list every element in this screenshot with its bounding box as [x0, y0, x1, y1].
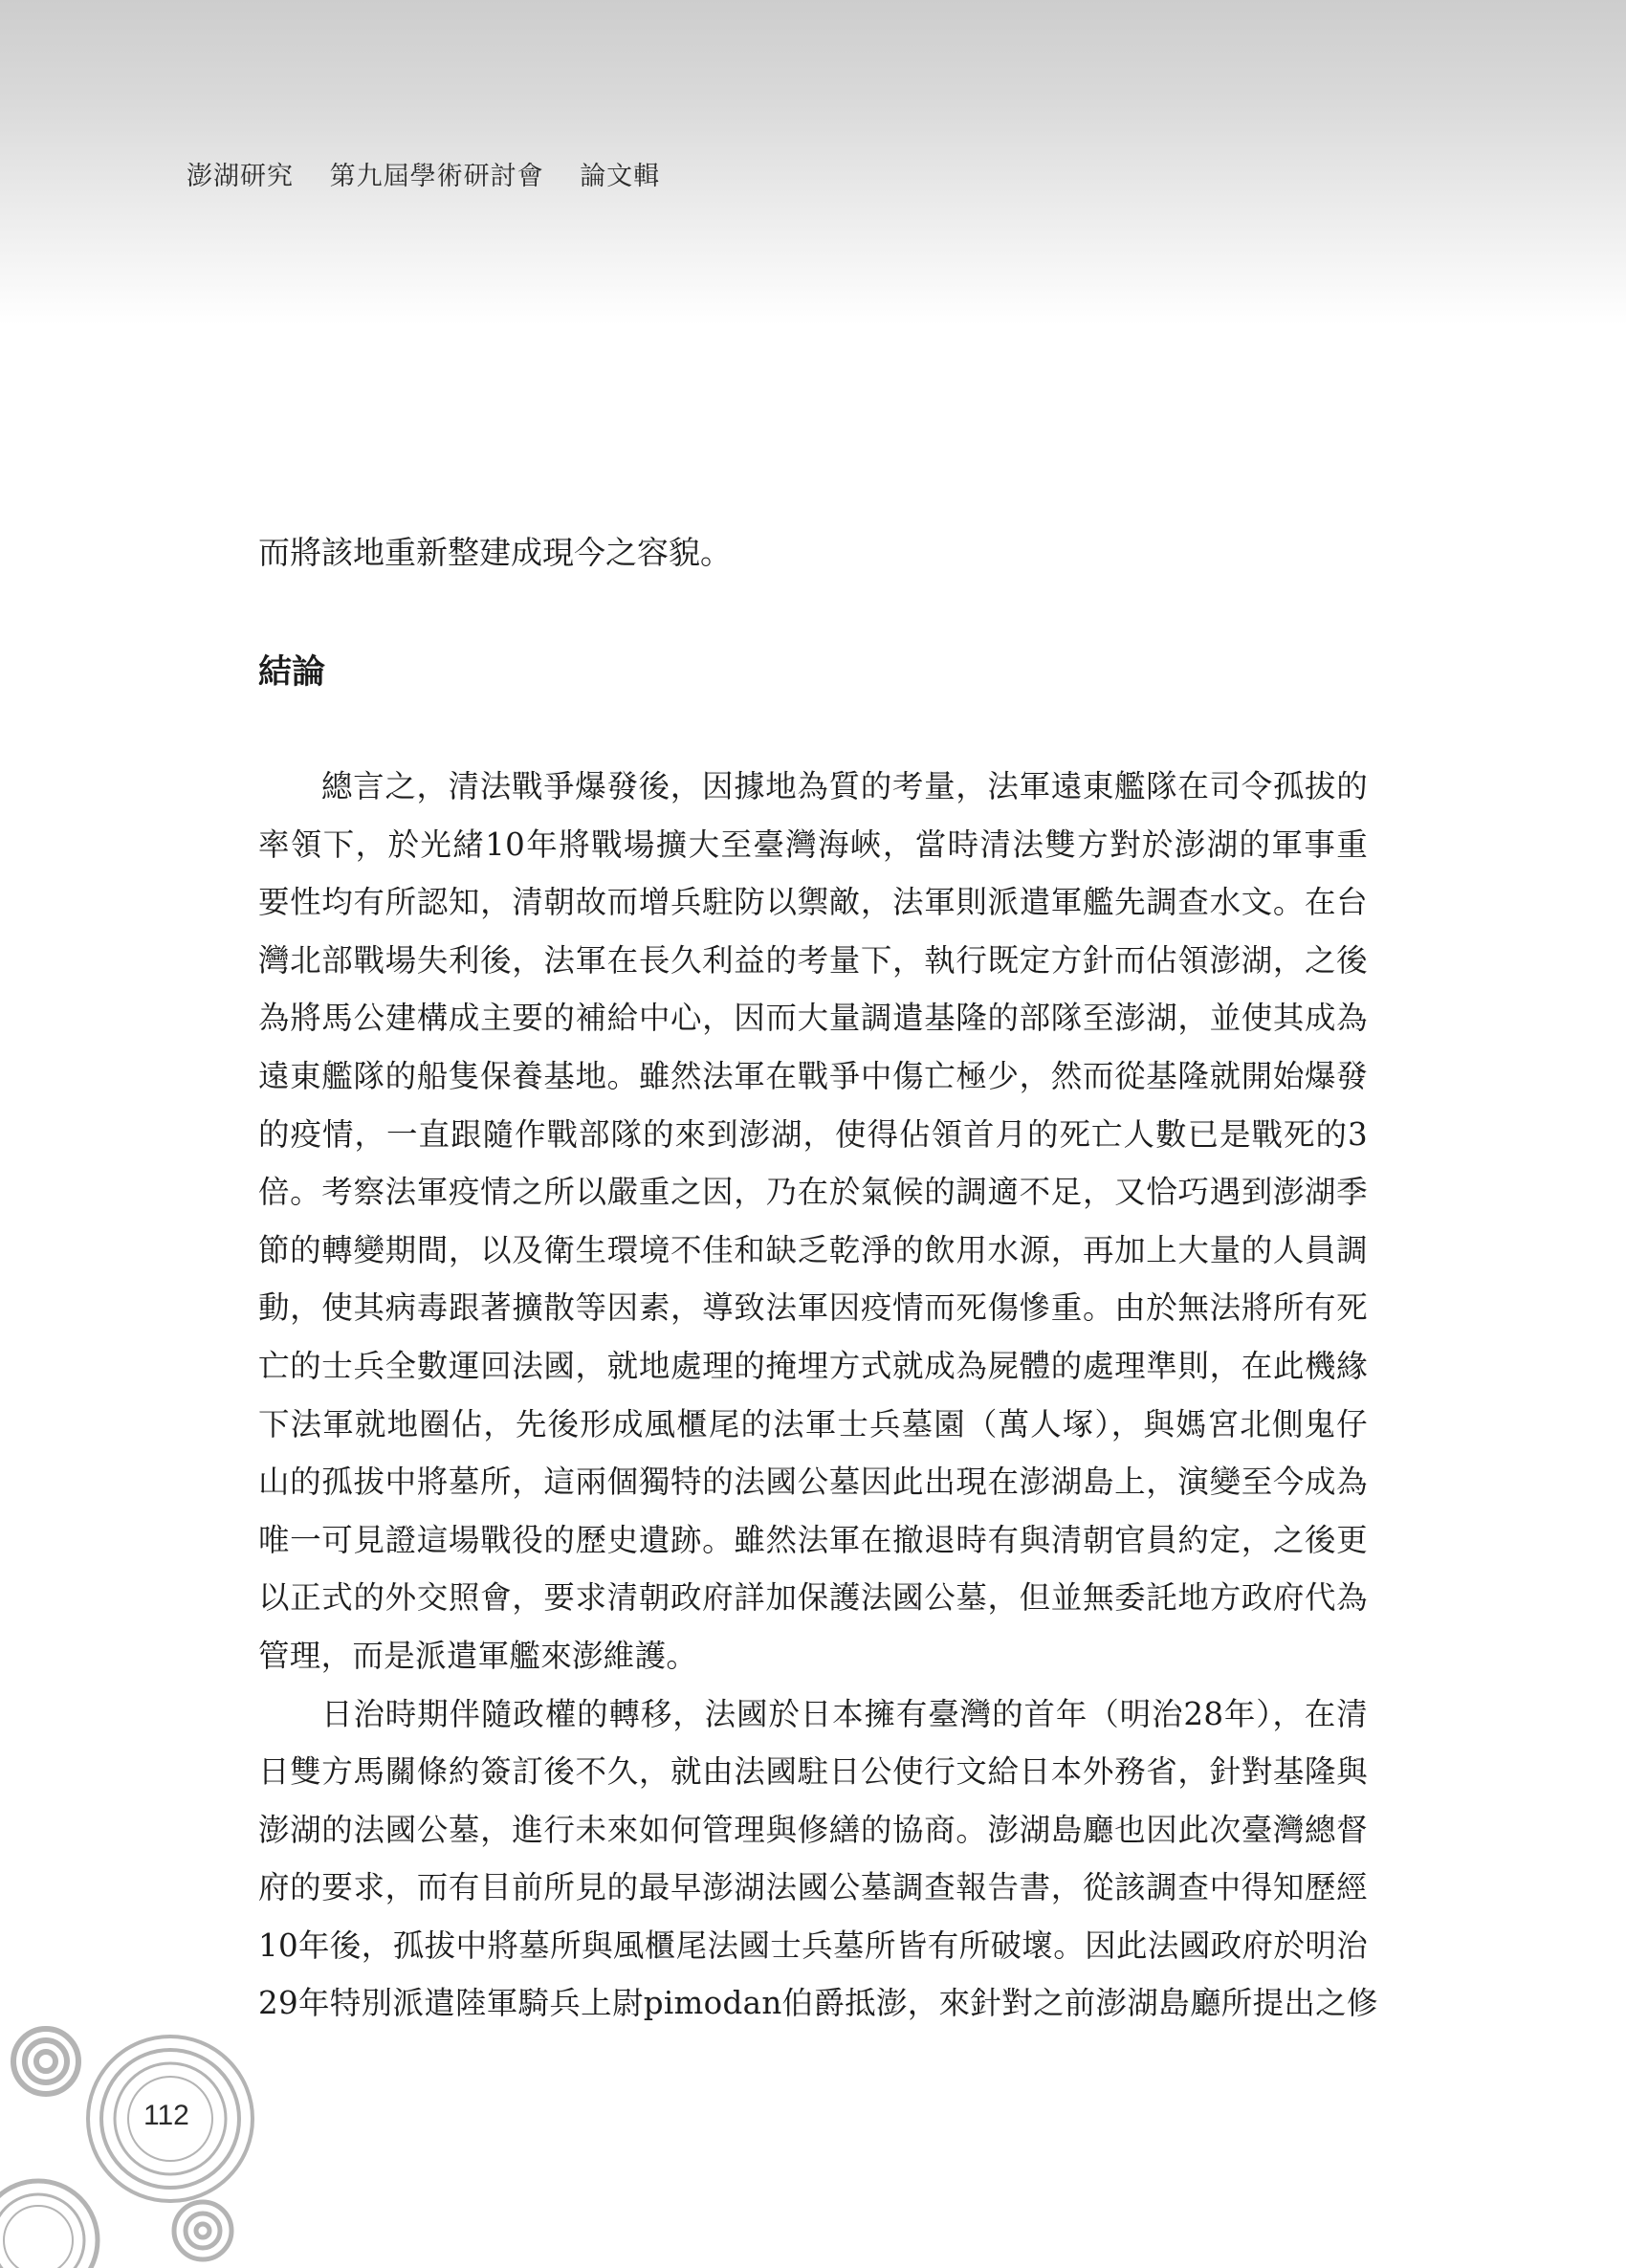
paragraph — [258, 758, 1368, 1685]
paragraph-line: 節的轉變期間，以及衛生環境不佳和缺乏乾淨的飲用水源，再加上大量的人員調 — [258, 1231, 1368, 1268]
paragraph-line: 日雙方馬關條約簽訂後不久，就由法國駐日公使行文給日本外務省，針對基隆與 — [258, 1753, 1368, 1791]
paragraph-line: 亡的士兵全數運回法國，就地處理的掩埋方式就成為屍體的處理準則，在此機緣 — [258, 1347, 1368, 1384]
paragraph-line: 動，使其病毒跟著擴散等因素，導致法軍因疫情而死傷慘重。由於無法將所有死 — [258, 1289, 1368, 1327]
paragraph-line: 澎湖的法國公墓，進行未來如何管理與修繕的協商。澎湖島廳也因此次臺灣總督 — [258, 1811, 1368, 1848]
paragraph-line: 率領下，於光緒10年將戰場擴大至臺灣海峽，當時清法雙方對於澎湖的軍事重 — [258, 826, 1368, 863]
paragraph-line: 管理，而是派遣軍艦來澎維護。 — [258, 1637, 698, 1674]
collection-title: 論文輯 — [580, 162, 661, 191]
paragraph-line: 日治時期伴隨政權的轉移，法國於日本擁有臺灣的首年（明治28年），在清 — [321, 1695, 1368, 1732]
paragraph-line: 10年後，孤拔中將墓所與風櫃尾法國士兵墓所皆有所破壞。因此法國政府於明治 — [258, 1927, 1368, 1964]
paragraph-line: 總言之，清法戰爭爆發後，因據地為質的考量，法軍遠東艦隊在司令孤拔的 — [321, 768, 1368, 804]
paragraph-line: 灣北部戰場失利後，法軍在長久利益的考量下，執行既定方針而佔領澎湖，之後 — [258, 941, 1368, 979]
conference-title: 第九屆學術研討會 — [329, 162, 544, 191]
paragraph-line: 唯一可見證這場戰役的歷史遺跡。雖然法軍在撤退時有與清朝官員約定，之後更 — [258, 1521, 1368, 1558]
paragraph-line: 山的孤拔中將墓所，這兩個獨特的法國公墓因此出現在澎湖島上，演變至今成為 — [258, 1464, 1368, 1501]
paragraph-line: 要性均有所認知，清朝故而增兵駐防以禦敵，法軍則派遣軍艦先調查水文。在台 — [258, 884, 1368, 921]
page-body — [258, 524, 1378, 2033]
paragraph-list — [258, 758, 1378, 2033]
section-heading: 結論 — [258, 653, 326, 692]
paragraph-line: 以正式的外交照會，要求清朝政府詳加保護法國公墓，但並無委託地方政府代為 — [258, 1579, 1368, 1617]
continuation-line: 而將該地重新整建成現今之容貌。 — [258, 534, 732, 571]
running-header — [187, 155, 660, 192]
page-number: 112 — [143, 2100, 189, 2131]
paragraph-line: 府的要求，而有目前所見的最早澎湖法國公墓調查報告書，從該調查中得知歷經 — [258, 1869, 1368, 1906]
paragraph-line: 下法軍就地圈佔，先後形成風櫃尾的法軍士兵墓園（萬人塚），與媽宮北側鬼仔 — [258, 1405, 1368, 1442]
publication-title: 澎湖研究 — [187, 162, 294, 191]
paragraph-line: 為將馬公建構成主要的補給中心，因而大量調遣基隆的部隊至澎湖，並使其成為 — [258, 1000, 1368, 1037]
paragraph-line: 遠東艦隊的船隻保養基地。雖然法軍在戰爭中傷亡極少，然而從基隆就開始爆發 — [258, 1057, 1368, 1094]
paragraph-line: 29年特別派遣陸軍騎兵上尉pimodan伯爵抵澎，來針對之前澎湖島廳所提出之修 — [258, 1985, 1378, 2022]
paragraph-line: 倍。考察法軍疫情之所以嚴重之因，乃在於氣候的調適不足，又恰巧遇到澎湖季 — [258, 1174, 1368, 1211]
paragraph — [258, 1685, 1378, 2034]
paragraph-line: 的疫情，一直跟隨作戰部隊的來到澎湖，使得佔領首月的死亡人數已是戰死的3 — [258, 1115, 1368, 1153]
